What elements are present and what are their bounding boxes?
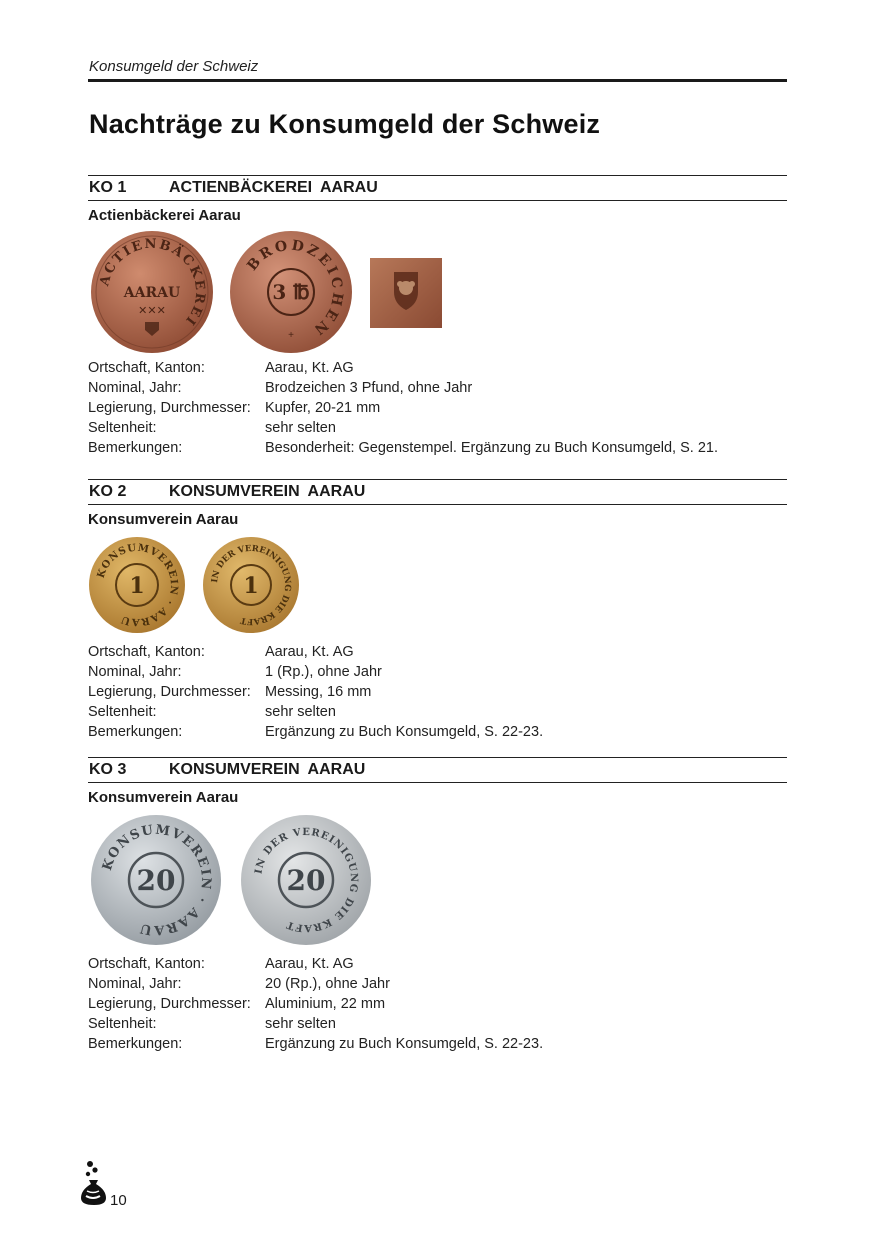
svg-text:✕✕✕: ✕✕✕ xyxy=(138,305,166,317)
coin-center-text: 20 xyxy=(286,864,326,897)
label-seltenheit: Seltenheit: xyxy=(88,420,157,436)
entry-details xyxy=(88,358,787,458)
value-legierung: Kupfer, 20-21 mm xyxy=(265,400,381,416)
label-nominal: Nominal, Jahr: xyxy=(88,380,182,396)
label-nominal: Nominal, Jahr: xyxy=(88,976,182,992)
label-seltenheit: Seltenheit: xyxy=(88,1016,157,1032)
coin-images xyxy=(88,530,787,642)
label-seltenheit: Seltenheit: xyxy=(88,704,157,720)
entry-name: ACTIENBÄCKEREI AARAU xyxy=(169,179,378,196)
header-rule xyxy=(88,79,787,82)
coin-ring-text: ACTIENBÄCKEREI xyxy=(97,236,208,329)
coin-center-text: 3 ℔ xyxy=(272,280,310,304)
entry-name: KONSUMVEREIN AARAU xyxy=(169,483,366,500)
label-legierung: Legierung, Durchmesser: xyxy=(88,684,251,700)
coin-images xyxy=(88,226,787,358)
entry-code: KO 1 xyxy=(89,179,127,196)
label-ortschaft: Ortschaft, Kanton: xyxy=(88,644,205,660)
svg-text:+: + xyxy=(288,330,294,341)
catalog-entry-ko2 xyxy=(88,479,787,742)
value-legierung: Aluminium, 22 mm xyxy=(265,996,386,1012)
coin-reverse-image xyxy=(240,814,372,946)
coin-center-text: 20 xyxy=(136,864,176,897)
coin-center-text: 1 xyxy=(129,573,145,599)
label-ortschaft: Ortschaft, Kanton: xyxy=(88,360,205,376)
entry-subtitle: Konsumverein Aarau xyxy=(88,511,239,528)
coin-reverse-image xyxy=(229,230,353,354)
page-title: Nachträge zu Konsumgeld der Schweiz xyxy=(89,109,601,139)
entry-subtitle: Actienbäckerei Aarau xyxy=(88,207,241,224)
catalog-entry-ko1 xyxy=(88,175,787,458)
value-nominal: 20 (Rp.), ohne Jahr xyxy=(265,976,390,992)
coin-obverse-image xyxy=(90,814,222,946)
page-footer xyxy=(78,1160,127,1211)
money-bag-icon xyxy=(78,1160,108,1211)
entry-code: KO 2 xyxy=(89,483,127,500)
coin-ring-text: KONSUMVEREIN · AARAU xyxy=(95,542,180,628)
entry-heading xyxy=(88,757,787,783)
entry-name: KONSUMVEREIN AARAU xyxy=(169,761,366,778)
value-legierung: Messing, 16 mm xyxy=(265,684,372,700)
value-seltenheit: sehr selten xyxy=(265,420,336,436)
label-bemerkungen: Bemerkungen: xyxy=(88,724,183,740)
entry-heading xyxy=(88,175,787,201)
page-number: 10 xyxy=(110,1192,127,1209)
label-bemerkungen: Bemerkungen: xyxy=(88,1036,183,1052)
value-ortschaft: Aarau, Kt. AG xyxy=(265,644,354,660)
entry-code: KO 3 xyxy=(89,761,127,778)
coin-obverse-image xyxy=(90,230,214,354)
running-head: Konsumgeld der Schweiz xyxy=(89,58,259,75)
label-legierung: Legierung, Durchmesser: xyxy=(88,996,251,1012)
value-seltenheit: sehr selten xyxy=(265,1016,336,1032)
label-legierung: Legierung, Durchmesser: xyxy=(88,400,251,416)
entry-details xyxy=(88,642,787,742)
entry-subtitle: Konsumverein Aarau xyxy=(88,789,239,806)
coin-ring-text: IN DER VEREINIGUNG DIE KRAFT xyxy=(253,826,360,934)
value-nominal: Brodzeichen 3 Pfund, ohne Jahr xyxy=(265,380,473,396)
entry-heading xyxy=(88,479,787,505)
coin-ring-text: BRODZEICHEN xyxy=(244,237,346,340)
value-bemerkungen: Ergänzung zu Buch Konsumgeld, S. 22-23. xyxy=(265,1036,544,1052)
catalog-entry-ko3 xyxy=(88,757,787,1054)
countermark-detail-image xyxy=(370,258,442,328)
label-bemerkungen: Bemerkungen: xyxy=(88,440,183,456)
value-seltenheit: sehr selten xyxy=(265,704,336,720)
coin-reverse-image xyxy=(202,536,300,634)
label-nominal: Nominal, Jahr: xyxy=(88,664,182,680)
coin-center-text: AARAU xyxy=(123,285,181,301)
entry-details xyxy=(88,954,787,1054)
value-ortschaft: Aarau, Kt. AG xyxy=(265,956,354,972)
value-bemerkungen: Ergänzung zu Buch Konsumgeld, S. 22-23. xyxy=(265,724,544,740)
value-ortschaft: Aarau, Kt. AG xyxy=(265,360,354,376)
coin-ring-text: KONSUMVEREIN · AARAU xyxy=(99,822,214,938)
coin-obverse-image xyxy=(88,536,186,634)
label-ortschaft: Ortschaft, Kanton: xyxy=(88,956,205,972)
value-bemerkungen: Besonderheit: Gegenstempel. Ergänzung zu Buch Konsumgeld, S. 21. xyxy=(265,440,719,456)
coin-ring-text: IN DER VEREINIGUNG DIE KRAFT xyxy=(210,543,293,627)
value-nominal: 1 (Rp.), ohne Jahr xyxy=(265,664,382,680)
coin-center-text: 1 xyxy=(243,573,259,599)
coin-images xyxy=(88,808,787,954)
